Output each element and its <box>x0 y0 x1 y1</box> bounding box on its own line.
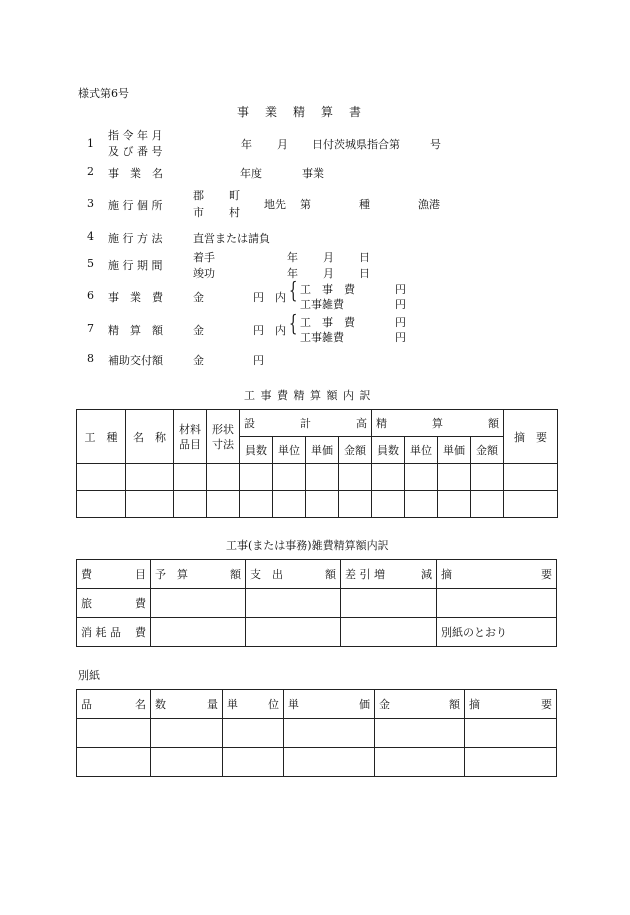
table-row <box>77 589 557 618</box>
subheader-inzu: 員数 <box>240 437 273 464</box>
label-jigyohi: 事 業 費 <box>108 291 163 304</box>
en-unit: 円 <box>395 298 406 311</box>
month-unit: 月 <box>277 138 288 151</box>
item-number: 3 <box>87 197 94 210</box>
kojihi-text: 工 事 費 <box>300 316 355 329</box>
subheader-kingaku: 金額 <box>471 437 504 464</box>
header-tekiyo: 摘 要 <box>437 560 557 589</box>
year-unit: 年 <box>287 267 298 280</box>
label-hojo-kofugaku: 補助交付額 <box>108 354 163 367</box>
en-unit: 円 <box>395 316 406 329</box>
header-yosangaku: 予 算 額 <box>151 560 246 589</box>
month-unit: 月 <box>323 267 334 280</box>
header-himoku: 費 目 <box>77 560 151 589</box>
header-hinmei: 品 名 <box>77 690 151 719</box>
label-jigyomei: 事 業 名 <box>108 167 163 180</box>
header-meisho: 名 称 <box>126 410 174 464</box>
brace-icon: { <box>289 279 298 304</box>
shu-text: 種 <box>359 198 370 211</box>
day-unit: 日 <box>359 251 370 264</box>
en-unit: 円 <box>253 324 264 337</box>
directive-text: 日付茨城県指合第 <box>312 138 400 151</box>
table-row <box>77 464 558 491</box>
tekiyo-cell: 別紙のとおり <box>437 618 557 647</box>
en-unit: 円 <box>253 354 264 367</box>
mura-text: 村 <box>229 206 240 219</box>
table-row <box>77 719 557 748</box>
form-number: 様式第6号 <box>78 87 129 100</box>
brace-icon: { <box>289 312 298 337</box>
tekiyo-cell <box>437 589 557 618</box>
uchi-text: 内 <box>275 324 286 337</box>
header-tekiyo: 摘 要 <box>504 410 558 464</box>
header-seisangaku: 精 算 額 <box>372 410 504 437</box>
item-number: 8 <box>87 352 94 365</box>
header-tekiyo: 摘 要 <box>465 690 557 719</box>
jigyo-text: 事業 <box>302 167 324 180</box>
machi-text: 町 <box>229 189 240 202</box>
header-tanka: 単 価 <box>284 690 375 719</box>
header-shishutsugaku: 支 出 額 <box>246 560 341 589</box>
subheader-tani: 単位 <box>273 437 306 464</box>
shi-text: 市 <box>193 206 204 219</box>
year-unit: 年 <box>241 138 252 151</box>
kin-text: 金 <box>193 354 204 367</box>
chakushu-text: 着手 <box>193 251 215 264</box>
label-oyobi-bango: 及 び 番 号 <box>108 145 163 158</box>
kojihi-text: 工 事 費 <box>300 283 355 296</box>
header-zairyo-hinmoku: 材料 品目 <box>174 410 207 464</box>
label-shirei-nengetsu: 指 令 年 月 <box>108 129 163 142</box>
label-seisangaku: 精 算 額 <box>108 324 163 337</box>
gyoko-text: 漁港 <box>418 198 440 211</box>
subheader-tanka: 単価 <box>438 437 471 464</box>
subheader-tanka: 単価 <box>306 437 339 464</box>
betsushi-table <box>76 689 557 777</box>
header-koshu: 工 種 <box>77 410 126 464</box>
table-row <box>77 618 557 647</box>
year-unit: 年 <box>287 251 298 264</box>
uchi-text: 内 <box>275 291 286 304</box>
item-number: 5 <box>87 257 94 270</box>
item-number: 4 <box>87 230 94 243</box>
kojizappi-text: 工事雑費 <box>300 331 344 344</box>
kojihi-breakdown-table <box>76 409 558 518</box>
subheader-tani: 単位 <box>405 437 438 464</box>
document-title: 事 業 精 算 書 <box>237 105 364 119</box>
en-unit: 円 <box>395 331 406 344</box>
en-unit: 円 <box>395 283 406 296</box>
month-unit: 月 <box>323 251 334 264</box>
kin-text: 金 <box>193 324 204 337</box>
table1-title: 工 事 費 精 算 額 内 訳 <box>244 389 372 402</box>
seko-hoho-value: 直営または請負 <box>193 232 270 245</box>
kojizappi-text: 工事雑費 <box>300 298 344 311</box>
subheader-inzu: 員数 <box>372 437 405 464</box>
item-number: 7 <box>87 322 94 335</box>
item-number: 6 <box>87 289 94 302</box>
header-suryo: 数 量 <box>151 690 223 719</box>
label-seko-hoho: 施 行 方 法 <box>108 232 163 245</box>
table2-title: 工事(または事務)雑費精算額内訳 <box>226 539 389 552</box>
table-row <box>77 748 557 777</box>
dai-text: 第 <box>300 198 311 211</box>
gun-text: 郡 <box>193 189 204 202</box>
item-number: 1 <box>87 137 94 150</box>
day-unit: 日 <box>359 267 370 280</box>
label-seko-kasho: 施 行 個 所 <box>108 199 163 212</box>
label-seko-kikan: 施 行 期 間 <box>108 259 163 272</box>
row-label-ryohi: 旅 費 <box>77 589 151 618</box>
row-label-shomohinhi: 消 耗 品 費 <box>77 618 151 647</box>
go-unit: 号 <box>430 138 441 151</box>
kin-text: 金 <box>193 291 204 304</box>
subheader-kingaku: 金額 <box>339 437 372 464</box>
header-keijo-sunpo: 形状 寸法 <box>207 410 240 464</box>
header-tani: 単 位 <box>223 690 284 719</box>
chisaki-text: 地先 <box>264 198 286 211</box>
zappi-breakdown-table <box>76 559 557 647</box>
header-sekkeidaka: 設 計 高 <box>240 410 372 437</box>
header-sashihiki-zogen: 差 引 増 減 <box>341 560 437 589</box>
nendo-text: 年度 <box>240 167 262 180</box>
header-kingaku: 金 額 <box>375 690 465 719</box>
item-number: 2 <box>87 165 94 178</box>
en-unit: 円 <box>253 291 264 304</box>
betsushi-label: 別紙 <box>78 669 100 682</box>
table-row <box>77 491 558 518</box>
shunko-text: 竣功 <box>193 267 215 280</box>
